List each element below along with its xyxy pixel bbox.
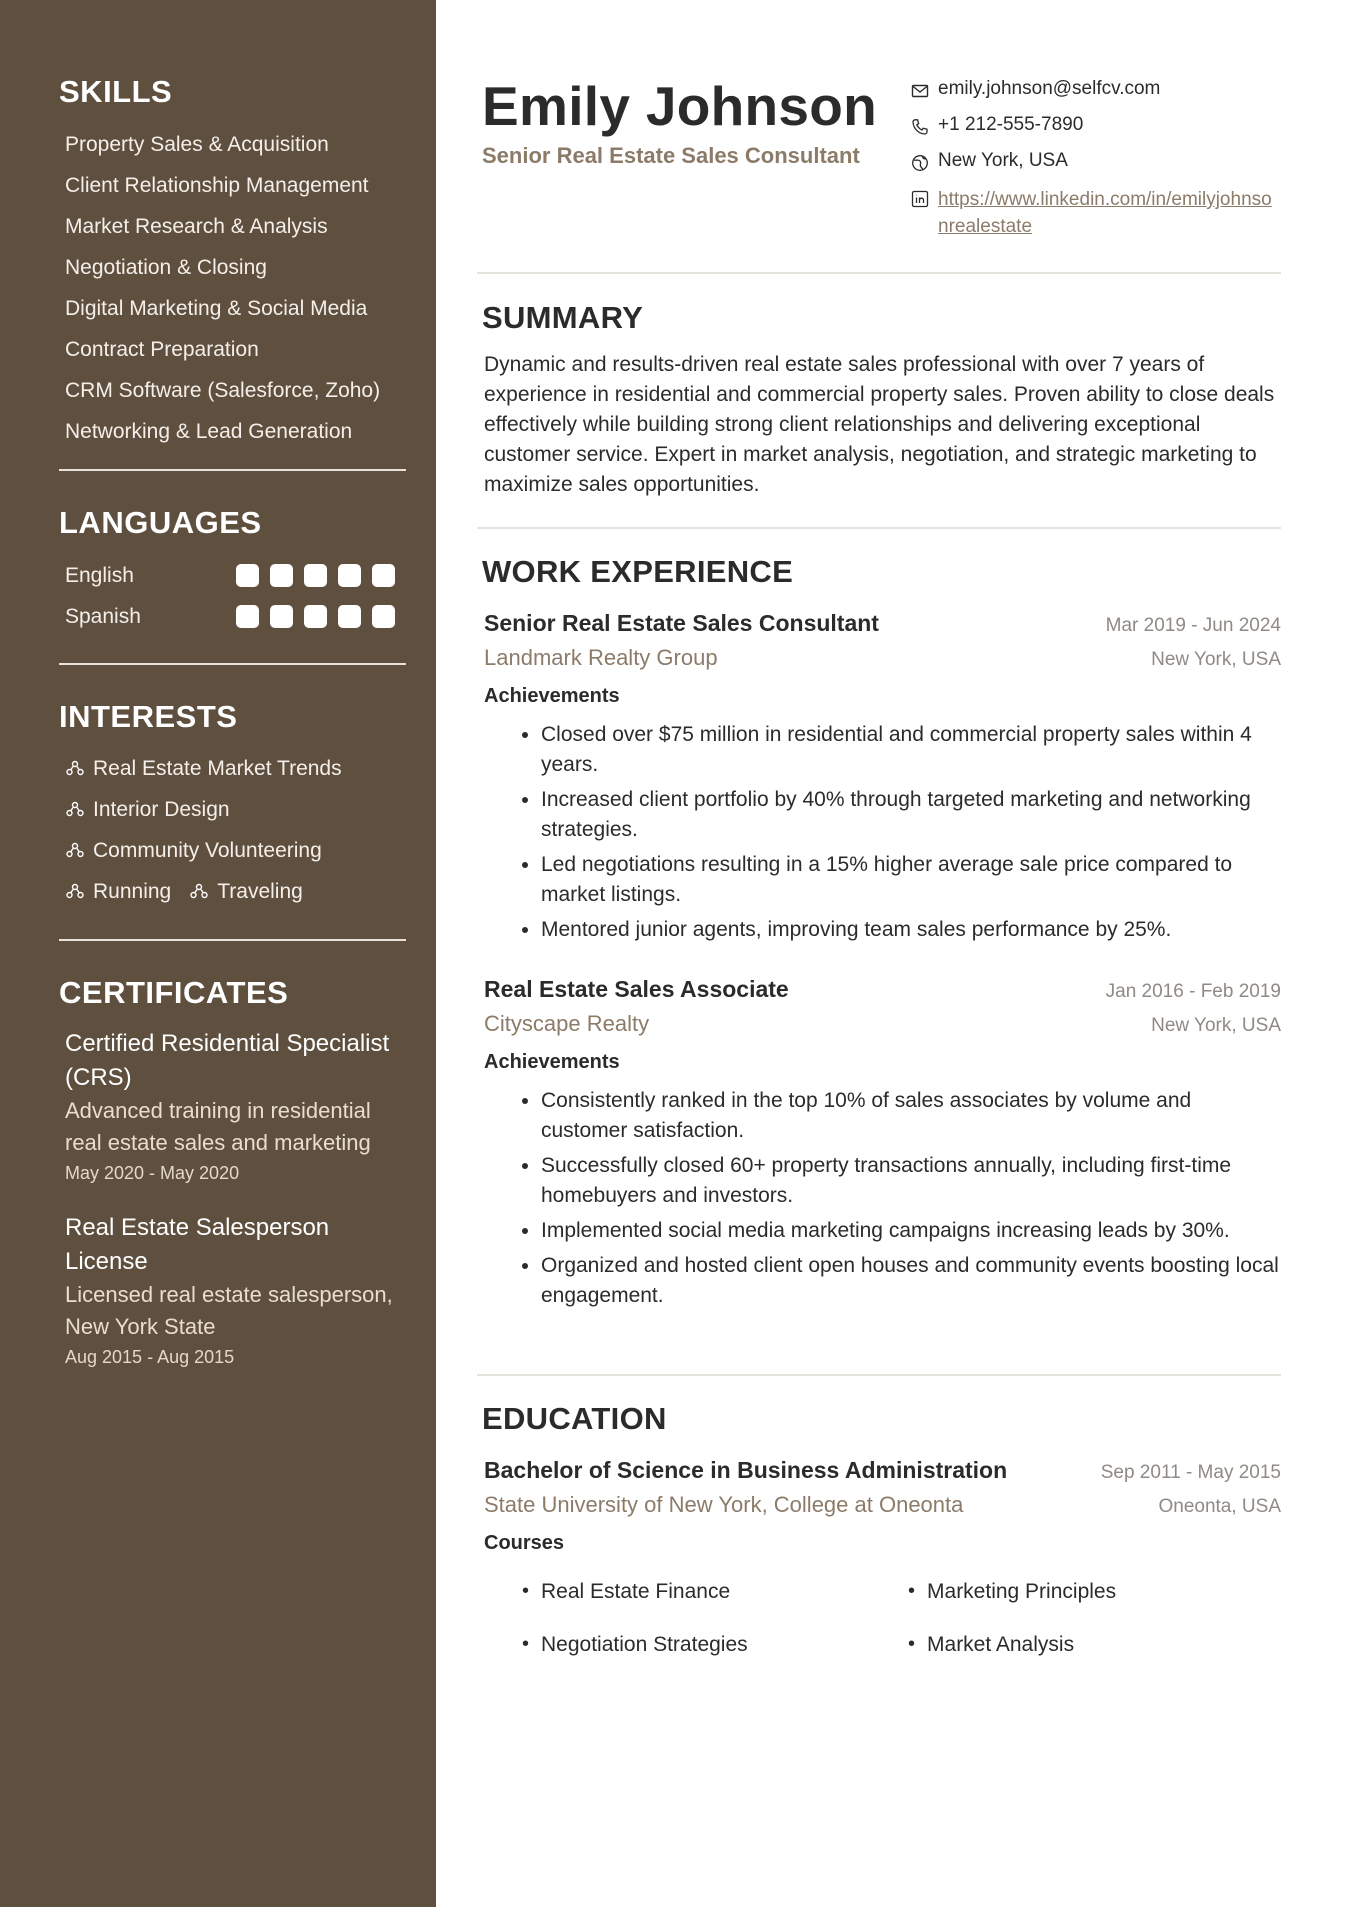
mail-icon	[911, 82, 929, 100]
interest-label: Running	[93, 879, 172, 903]
job-date: Mar 2019 - Jun 2024	[1105, 615, 1281, 636]
job-location: New York, USA	[1151, 649, 1281, 670]
sidebar	[0, 0, 436, 1907]
skill-item: Networking & Lead Generation	[65, 420, 353, 443]
interests-list	[59, 748, 406, 912]
language-level	[236, 564, 395, 587]
job-entry	[484, 610, 1281, 950]
summary-heading: SUMMARY	[482, 300, 644, 335]
section-divider	[477, 272, 1281, 274]
people-icon	[65, 882, 85, 902]
job-title: Senior Real Estate Sales Consultant	[484, 610, 879, 636]
job-header	[484, 610, 1281, 637]
education-subheader	[484, 1492, 1281, 1518]
globe-icon	[911, 154, 929, 172]
certificate-date: Aug 2015 - Aug 2015	[65, 1347, 235, 1367]
achievements-label: Achievements	[484, 1051, 620, 1073]
achievement-item: • Successfully closed 60+ property transactions annually, including first-time homebuyers and investors.	[541, 1151, 1281, 1211]
interest-item	[189, 880, 303, 904]
people-icon	[189, 882, 209, 902]
course-item: • Marketing Principles	[908, 1565, 1294, 1618]
people-icon	[65, 759, 85, 779]
skills-list	[59, 124, 406, 452]
phone-text: +1 212-555-7890	[938, 114, 1084, 135]
job-date: Jan 2016 - Feb 2019	[1105, 981, 1281, 1002]
contact-phone	[911, 114, 1281, 150]
skill-item: Client Relationship Management	[65, 174, 369, 197]
skills-heading: SKILLS	[59, 74, 173, 109]
level-dot	[372, 605, 395, 628]
education-location: Oneonta, USA	[1158, 1496, 1281, 1517]
course-item: • Negotiation Strategies	[522, 1618, 908, 1671]
skill-item: Property Sales & Acquisition	[65, 133, 329, 156]
interest-row	[65, 871, 406, 912]
location-text: New York, USA	[938, 150, 1068, 171]
email-text: emily.johnson@selfcv.com	[938, 78, 1161, 99]
interest-row	[65, 830, 406, 871]
courses-list	[484, 1565, 1281, 1671]
level-dot	[338, 564, 361, 587]
job-company: Cityscape Realty	[484, 1011, 650, 1036]
level-dot	[304, 564, 327, 587]
certificate-title: Certified Residential Specialist (CRS)	[65, 1030, 390, 1091]
contact-info	[911, 78, 1281, 240]
level-dot	[338, 605, 361, 628]
courses-label: Courses	[484, 1532, 565, 1554]
job-location: New York, USA	[1151, 1015, 1281, 1036]
interests-heading: INTERESTS	[59, 699, 238, 734]
level-dot	[236, 564, 259, 587]
job-entry	[484, 976, 1281, 1316]
linkedin-link[interactable]: https://www.linkedin.com/in/emilyjohnsonrealestate	[938, 189, 1272, 237]
interest-label: Traveling	[217, 879, 303, 903]
interest-item	[65, 798, 230, 822]
divider	[59, 939, 406, 941]
degree-title: Bachelor of Science in Business Administration	[484, 1457, 1008, 1483]
certificate	[59, 1027, 406, 1187]
interest-label: Real Estate Market Trends	[93, 756, 342, 780]
skill-item: Market Research & Analysis	[65, 215, 328, 238]
divider	[59, 469, 406, 471]
experience-heading: WORK EXPERIENCE	[482, 554, 794, 589]
course-item: • Real Estate Finance	[522, 1565, 908, 1618]
contact-linkedin	[911, 186, 1281, 240]
job-header	[484, 976, 1281, 1003]
certificate-description: Licensed real estate salesperson, New York State	[65, 1282, 393, 1339]
language-name: Spanish	[65, 604, 141, 628]
education-entry	[484, 1457, 1281, 1671]
certificate-date: May 2020 - May 2020	[65, 1163, 240, 1183]
level-dot	[304, 605, 327, 628]
languages-heading: LANGUAGES	[59, 505, 262, 540]
achievement-item: • Closed over $75 million in residential and commercial property sales within 4 years.	[541, 720, 1281, 780]
education-header	[484, 1457, 1281, 1484]
candidate-role: Senior Real Estate Sales Consultant	[482, 143, 860, 168]
skill-item: Contract Preparation	[65, 338, 259, 361]
people-icon	[65, 841, 85, 861]
people-icon	[65, 800, 85, 820]
interest-row	[65, 789, 406, 830]
language-row	[65, 555, 406, 596]
achievement-item: • Led negotiations resulting in a 15% higher average sale price compared to market listings.	[541, 850, 1281, 910]
interest-item	[65, 880, 171, 904]
interest-label: Interior Design	[93, 797, 230, 821]
achievement-item: • Organized and hosted client open houses and community events boosting local engagement.	[541, 1251, 1281, 1311]
phone-icon	[911, 118, 929, 136]
achievement-item: • Increased client portfolio by 40% through targeted marketing and networking strategies.	[541, 785, 1281, 845]
level-dot	[372, 564, 395, 587]
interest-item	[65, 757, 342, 781]
contact-email	[911, 78, 1281, 114]
language-level	[236, 605, 395, 628]
skill-item: Negotiation & Closing	[65, 256, 267, 279]
section-divider	[477, 527, 1281, 529]
achievements-list	[484, 1086, 1281, 1311]
candidate-name: Emily Johnson	[482, 75, 878, 137]
level-dot	[236, 605, 259, 628]
section-divider	[477, 1374, 1281, 1376]
interest-row	[65, 748, 406, 789]
course-item: • Market Analysis	[908, 1618, 1294, 1671]
job-company: Landmark Realty Group	[484, 645, 718, 670]
achievements-list	[484, 720, 1281, 945]
achievements-label: Achievements	[484, 685, 620, 707]
job-subheader	[484, 1011, 1281, 1037]
education-date: Sep 2011 - May 2015	[1100, 1462, 1281, 1483]
languages-list	[59, 555, 406, 637]
summary-text: Dynamic and results-driven real estate sales professional with over 7 years of experience in residential and commercial property sales. Proven ability to close deals effectively while building strong client relationships and delivering exceptional customer service. Expert in market analysis, negotiation, and strategic marketing to maximize sales opportunities.	[484, 353, 1275, 496]
school-name: State University of New York, College at Oneonta	[484, 1492, 964, 1517]
level-dot	[270, 564, 293, 587]
education-heading: EDUCATION	[482, 1401, 667, 1436]
achievement-item: • Consistently ranked in the top 10% of sales associates by volume and customer satisfaction.	[541, 1086, 1281, 1146]
skill-item: Digital Marketing & Social Media	[65, 297, 368, 320]
interest-item	[65, 839, 322, 863]
certificate-description: Advanced training in residential real estate sales and marketing	[65, 1098, 371, 1155]
achievement-item: • Implemented social media marketing campaigns increasing leads by 30%.	[541, 1216, 1281, 1246]
language-row	[65, 596, 406, 637]
certificate	[59, 1211, 406, 1371]
achievement-item: • Mentored junior agents, improving team sales performance by 25%.	[541, 915, 1281, 945]
level-dot	[270, 605, 293, 628]
certificate-title: Real Estate Salesperson License	[65, 1214, 330, 1275]
interest-label: Community Volunteering	[93, 838, 322, 862]
job-subheader	[484, 645, 1281, 671]
linkedin-icon	[911, 190, 929, 208]
certificates-heading: CERTIFICATES	[59, 975, 289, 1010]
divider	[59, 663, 406, 665]
skill-item: CRM Software (Salesforce, Zoho)	[65, 379, 381, 402]
contact-location	[911, 150, 1281, 186]
language-name: English	[65, 563, 134, 587]
job-title: Real Estate Sales Associate	[484, 976, 789, 1002]
